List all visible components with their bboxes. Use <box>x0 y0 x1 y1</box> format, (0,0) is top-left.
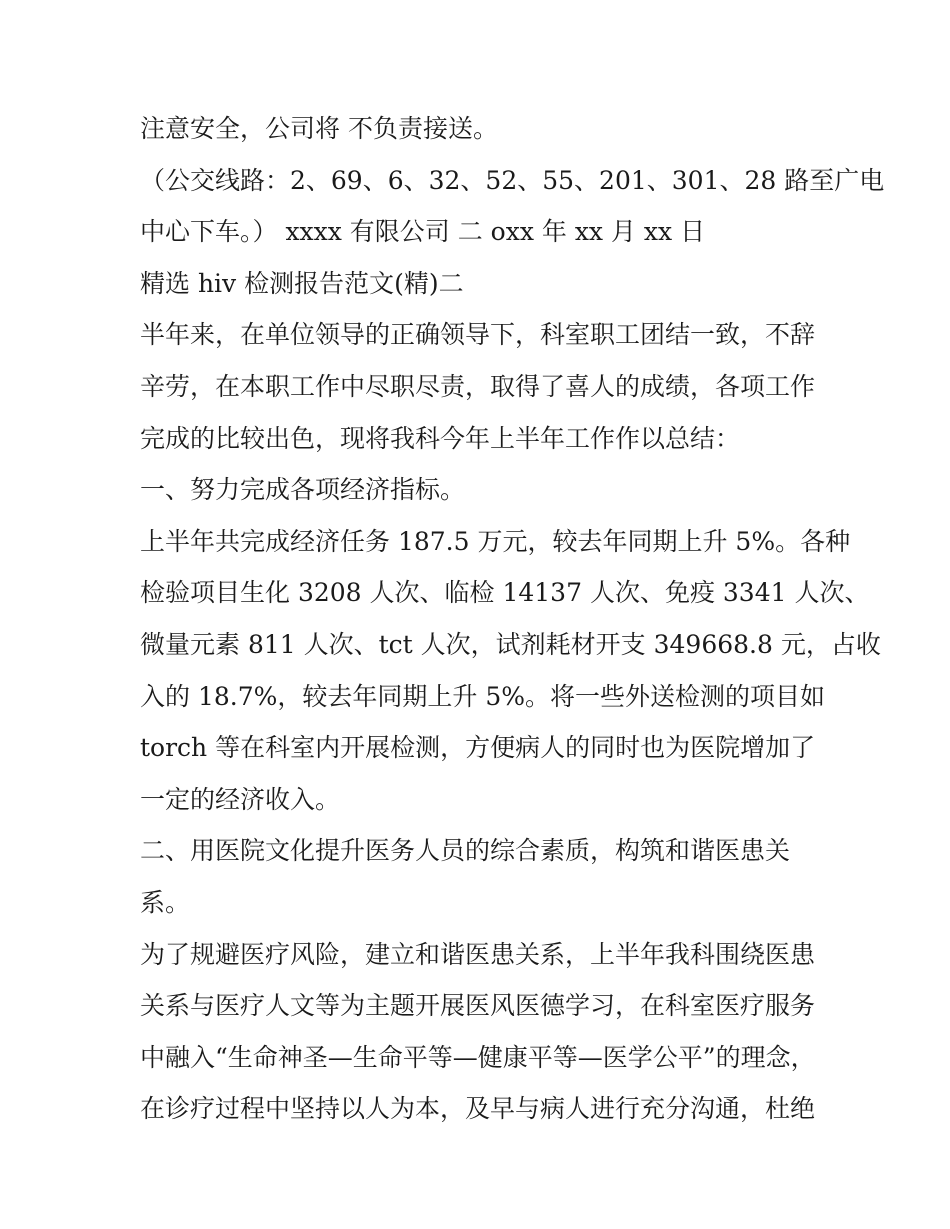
text-line: 入的 18.7%，较去年同期上升 5%。将一些外送检测的项目如 <box>140 681 825 711</box>
text-line: 半年来，在单位领导的正确领导下，科室职工团结一致，不辞 <box>140 320 816 350</box>
text-line: 辛劳，在本职工作中尽职尽责，取得了喜人的成绩，各项工作 <box>140 371 816 401</box>
text-line: 一定的经济收入。 <box>140 784 341 814</box>
text-line: 微量元素 811 人次、tct 人次，试剂耗材开支 349668.8 元，占收 <box>140 629 881 659</box>
section-heading: 精选 hiv 检测报告范文(精)二 <box>140 268 464 298</box>
section-heading: 二、用医院文化提升医务人员的综合素质，构筑和谐医患关 <box>140 836 791 866</box>
document-body <box>140 103 885 1135</box>
text-line: 检验项目生化 3208 人次、临检 14137 人次、免疫 3341 人次、 <box>140 578 870 608</box>
text-line: 为了规避医疗风险，建立和谐医患关系，上半年我科围绕医患 <box>140 939 816 969</box>
text-line: 上半年共完成经济任务 187.5 万元，较去年同期上升 5%。各种 <box>140 526 851 556</box>
text-line: 关系与医疗人文等为主题开展医风医德学习，在科室医疗服务 <box>140 991 816 1021</box>
text-line: 注意安全，公司将 不负责接送。 <box>140 114 498 143</box>
text-line: （公交线路：2、69、6、32、52、55、201、301、28 路至广电 <box>140 165 885 195</box>
text-line: 在诊疗过程中坚持以人为本，及早与病人进行充分沟通，杜绝 <box>140 1094 816 1124</box>
text-line: 中心下车。） xxxx 有限公司 二 oxx 年 xx 月 xx 日 <box>140 217 706 247</box>
section-heading: 系。 <box>140 887 191 917</box>
section-heading: 一、努力完成各项经济指标。 <box>140 475 466 505</box>
text-line: 中融入“生命神圣—生命平等—健康平等—医学公平”的理念， <box>140 1042 816 1072</box>
text-line: 完成的比较出色，现将我科今年上半年工作作以总结： <box>140 423 741 453</box>
text-line: torch 等在科室内开展检测，方便病人的同时也为医院增加了 <box>140 733 816 763</box>
